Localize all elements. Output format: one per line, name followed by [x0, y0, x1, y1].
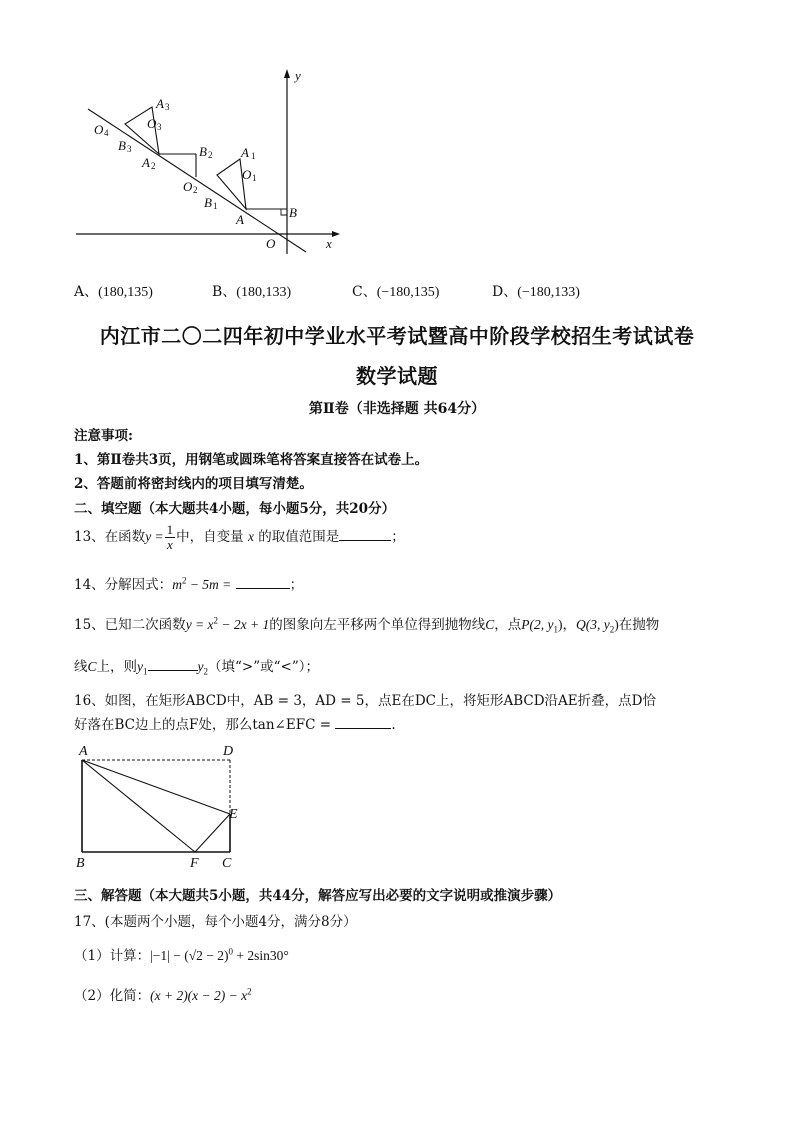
point-B1-label: B	[204, 195, 212, 210]
origin-label: O	[266, 236, 276, 251]
question-14: 14、分解因式：$m^2 - 5m$ = ；	[74, 575, 304, 593]
note-2: 2、答题前将密封线内的项目填写清楚。	[74, 476, 313, 492]
y-axis-label: y	[295, 68, 301, 83]
point-A1-label: A	[241, 145, 249, 160]
part-title: 第Ⅱ卷（非选择题 共64分）	[308, 401, 486, 417]
point-B2-sub: 2	[208, 150, 213, 160]
note-1: 1、第Ⅱ卷共3页，用钢笔或圆珠笔将答案直接答在试卷上。	[74, 452, 429, 468]
point-O3-sub: 3	[157, 122, 162, 132]
fraction-1-over-x: $\frac{1}{x}$	[166, 522, 174, 552]
question-16-line-2: 好落在BC边上的点F处，那么tan∠EFC = .	[74, 713, 396, 733]
vertex-F-label: F	[190, 856, 199, 871]
option-a[interactable]: A、(180,135)	[74, 284, 153, 300]
point-A3-sub: 3	[165, 102, 170, 112]
x-axis-arrow	[332, 231, 340, 237]
point-A-label: A	[236, 212, 244, 227]
section-2-heading: 二、填空题（本大题共4小题，每小题5分，共20分）	[74, 501, 396, 517]
exam-title: 内江市二〇二四年初中学业水平考试暨高中阶段学校招生考试试卷	[99, 324, 695, 348]
slanted-line	[88, 109, 306, 252]
point-O4-sub: 4	[104, 128, 109, 138]
right-angle-mark	[281, 209, 287, 215]
subject-title: 数学试题	[356, 364, 438, 388]
point-O2-label: O	[183, 179, 193, 194]
vertex-D-label: D	[223, 744, 234, 759]
vertex-C-label: C	[222, 856, 232, 871]
fold-line-AE	[82, 760, 230, 814]
question-17-intro: 17、(本题两个小题，每个小题4分，满分8分）	[74, 914, 357, 930]
point-B3-sub: 3	[127, 144, 132, 154]
question-16-line-1: 16、如图，在矩形ABCD中，AB = 3，AD = 5，点E在DC上，将矩形ABCD沿AE折叠，点D恰	[74, 693, 656, 709]
question-13: 13、在函数y = $\frac{1}{x}$ 中，自变量 x 的取值范围是 ；	[74, 522, 405, 552]
vertex-B-label: B	[76, 856, 85, 871]
point-O1-sub: 1	[252, 173, 257, 183]
x-axis-label: x	[326, 236, 332, 251]
point-A2-sub: 2	[151, 161, 156, 171]
notes-heading: 注意事项:	[74, 428, 133, 444]
section-3-heading: 三、解答题（本大题共5小题，共44分，解答应写出必要的文字说明或推演步骤）	[74, 888, 562, 904]
question-15-line-2: 线C上，则$y_1$ $y_2$（填“>”或“<”）；	[74, 655, 319, 677]
point-A2-label: A	[142, 155, 150, 170]
y-axis-arrow	[284, 69, 290, 78]
point-B3-label: B	[118, 138, 126, 153]
question-15-line-1: 15、已知二次函数$y = x^2 - 2x + 1$的图象向左平移两个单位得到抛物线C，点P(2, $y_1$)，Q(3, $y_2$)在抛物	[74, 615, 660, 635]
point-B1-sub: 1	[213, 201, 218, 211]
question-17-part-2: （2）化简：$(x + 2)(x - 2) - x^2$	[74, 986, 252, 1004]
option-d[interactable]: D、(−180,133)	[492, 284, 580, 300]
option-c[interactable]: C、(−180,135)	[352, 284, 440, 300]
question-17-part-1: （1）计算：$|-1| - (√2 - 2)^0 + 2\sin 30^\circ$	[74, 946, 289, 964]
answer-blank-13[interactable]	[339, 526, 391, 541]
option-b[interactable]: B、(180,133)	[212, 284, 292, 300]
point-O1-label: O	[242, 167, 252, 182]
point-B2-label: B	[199, 144, 207, 159]
answer-blank-16[interactable]	[335, 714, 391, 729]
point-A3-label: A	[156, 96, 164, 111]
answer-blank-15[interactable]	[148, 656, 198, 671]
vertex-A-label: A	[79, 744, 88, 759]
point-O3-label: O	[147, 116, 157, 131]
point-O4-label: O	[94, 122, 104, 137]
rectangle-figure	[72, 740, 252, 872]
answer-blank-14[interactable]	[236, 574, 290, 589]
segment-FE	[195, 814, 230, 852]
point-B-label: B	[289, 205, 297, 220]
point-A1-sub: 1	[251, 151, 256, 161]
point-O2-sub: 2	[193, 185, 198, 195]
vertex-E-label: E	[229, 807, 238, 822]
segment-AF	[82, 760, 195, 852]
rotation-figure	[70, 62, 350, 262]
